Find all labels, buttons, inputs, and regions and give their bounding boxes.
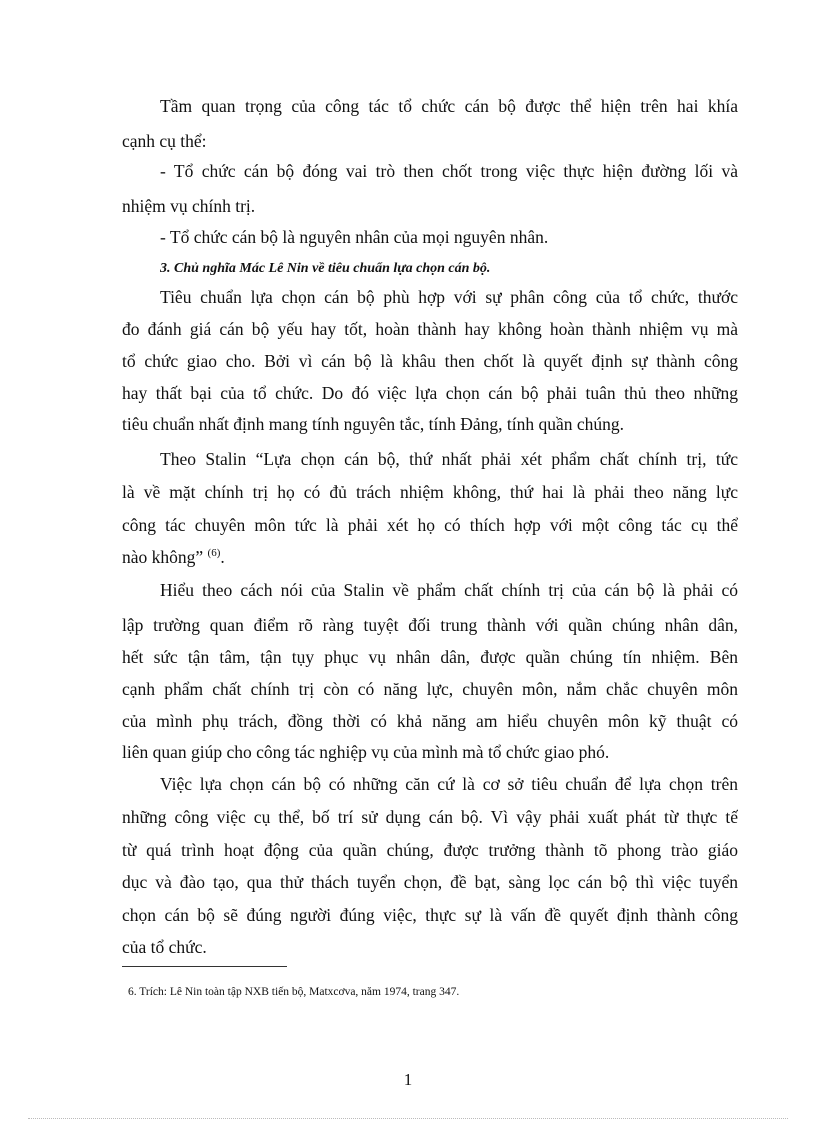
paragraph-2-line-1: - Tổ chức cán bộ đóng vai trò then chốt trong việc thực hiện đường lối và bbox=[160, 161, 738, 181]
paragraph-4-line-3: tổ chức giao cho. Bởi vì cán bộ là khâu then chốt là quyết định sự thành công bbox=[122, 351, 738, 371]
paragraph-6-line-5: của mình phụ trách, đồng thời có khả năng am hiểu chuyên môn kỹ thuật có bbox=[122, 711, 738, 731]
section-heading: 3. Chủ nghĩa Mác Lê Nin về tiêu chuẩn lựa chọn cán bộ. bbox=[160, 261, 491, 276]
paragraph-7-line-5: chọn cán bộ sẽ đúng người đúng việc, thực sự là vấn đề quyết định thành công bbox=[122, 905, 738, 925]
paragraph-7-line-4: dục và đào tạo, qua thử thách tuyển chọn, đề bạt, sàng lọc cán bộ thì việc tuyển bbox=[122, 872, 738, 892]
footnote: 6. Trích: Lê Nin toàn tập NXB tiến bộ, Matxcơva, năm 1974, trang 347. bbox=[128, 986, 460, 998]
footnote-separator bbox=[122, 966, 287, 967]
paragraph-6-line-1: Hiểu theo cách nói của Stalin về phẩm chất chính trị của cán bộ là phải có bbox=[160, 580, 738, 600]
paragraph-7-line-6: của tổ chức. bbox=[122, 937, 207, 957]
paragraph-7-line-1: Việc lựa chọn cán bộ có những căn cứ là cơ sở tiêu chuẩn để lựa chọn trên bbox=[160, 774, 738, 794]
paragraph-5-period: . bbox=[220, 547, 225, 567]
paragraph-5-line-2: là về mặt chính trị họ có đủ trách nhiệm không, thứ hai là phải theo năng lực bbox=[122, 482, 738, 502]
paragraph-5-line-4 bbox=[122, 546, 738, 568]
paragraph-7-line-3: từ quá trình hoạt động của quần chúng, được trưởng thành tõ phong trào giáo bbox=[122, 840, 738, 860]
paragraph-2-line-2: nhiệm vụ chính trị. bbox=[122, 196, 256, 216]
paragraph-6-line-6: liên quan giúp cho công tác nghiệp vụ của mình mà tổ chức giao phó. bbox=[122, 742, 610, 762]
paragraph-4-line-5: tiêu chuẩn nhất định mang tính nguyên tắc, tính Đảng, tính quần chúng. bbox=[122, 414, 625, 434]
paragraph-6-line-3: hết sức tận tâm, tận tụy phục vụ nhân dân, được quần chúng tín nhiệm. Bên bbox=[122, 647, 738, 667]
paragraph-5-line-4-text: nào không” bbox=[122, 547, 204, 567]
paragraph-6-line-4: cạnh phẩm chất chính trị còn có năng lực, chuyên môn, nắm chắc chuyên môn bbox=[122, 679, 738, 699]
paragraph-4-line-4: hay thất bại của tổ chức. Do đó việc lựa chọn cán bộ phải tuân thủ theo những bbox=[122, 383, 738, 403]
paragraph-6-line-2: lập trường quan điểm rõ ràng tuyệt đối trung thành với quần chúng nhân dân, bbox=[122, 615, 738, 635]
paragraph-7-line-2: những công việc cụ thể, bố trí sử dụng cán bộ. Vì vậy phải xuất phát từ thực tế bbox=[122, 807, 738, 827]
page-bottom-border bbox=[28, 1118, 788, 1119]
paragraph-3-line-1: - Tổ chức cán bộ là nguyên nhân của mọi nguyên nhân. bbox=[160, 227, 549, 247]
paragraph-1-line-1: Tầm quan trọng của công tác tổ chức cán bộ được thể hiện trên hai khía bbox=[160, 96, 738, 116]
footnote-reference: (6) bbox=[207, 547, 221, 560]
paragraph-1-line-2: cạnh cụ thể: bbox=[122, 131, 207, 151]
paragraph-5-line-1: Theo Stalin “Lựa chọn cán bộ, thứ nhất phải xét phẩm chất chính trị, tức bbox=[160, 449, 738, 469]
page-number: 1 bbox=[403, 1070, 413, 1089]
paragraph-5-line-3: công tác chuyên môn tức là phải xét họ có thích hợp với một công tác cụ thể bbox=[122, 515, 738, 535]
paragraph-4-line-1: Tiêu chuẩn lựa chọn cán bộ phù hợp với sự phân công của tổ chức, thước bbox=[160, 287, 738, 307]
paragraph-4-line-2: đo đánh giá cán bộ yếu hay tốt, hoàn thành hay không hoàn thành nhiệm vụ mà bbox=[122, 319, 738, 339]
